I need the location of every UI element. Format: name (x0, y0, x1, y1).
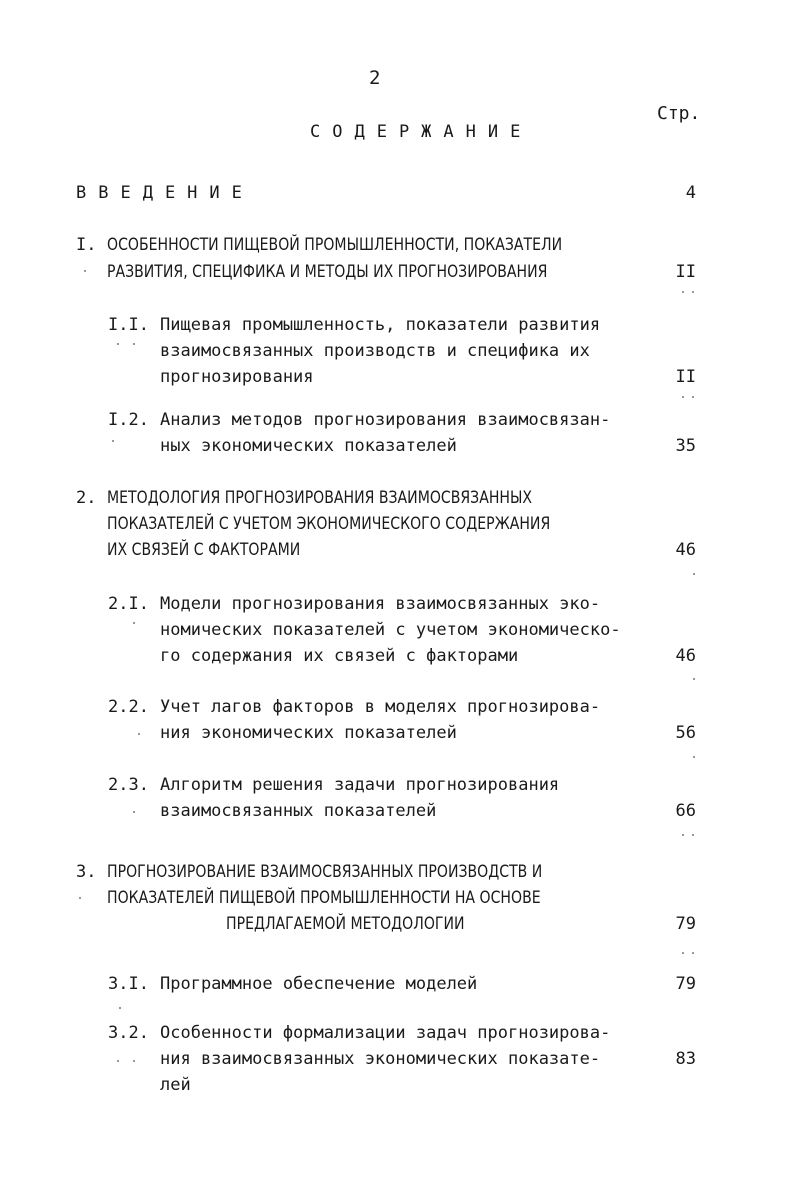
toc-entry-line: ния взаимосвязанных экономических показате- (160, 1049, 601, 1069)
toc-entry-line: Анализ методов прогнозирования взаимосвязан- (160, 410, 611, 430)
toc-entry-line: номических показателей с учетом экономическо- (160, 620, 621, 640)
toc-entry-page: 46 (675, 646, 696, 666)
toc-entry-line: Программное обеспечение моделей (160, 974, 478, 994)
toc-entry-line: ПОКАЗАТЕЛЕЙ С УЧЕТОМ ЭКОНОМИЧЕСКОГО СОДЕРЖАНИЯ (107, 514, 551, 534)
toc-entry-line: МЕТОДОЛОГИЯ ПРОГНОЗИРОВАНИЯ ВЗАИМОСВЯЗАННЫХ (107, 488, 533, 508)
toc-entry-line: взаимосвязанных показателей (160, 801, 437, 821)
toc-entry-line: Учет лагов факторов в моделях прогнозирова- (160, 697, 601, 717)
toc-entry-page: 79 (675, 974, 696, 994)
toc-entry-line: лей (160, 1075, 191, 1095)
toc-entry-line: Модели прогнозирования взаимосвязанных эко- (160, 594, 601, 614)
toc-entry-line: ных экономических показателей (160, 436, 457, 456)
toc-entry-line: ПОКАЗАТЕЛЕЙ ПИЩЕВОЙ ПРОМЫШЛЕННОСТИ НА ОСНОВЕ (107, 888, 541, 908)
toc-entry-page: II (675, 262, 696, 282)
toc-entry-page: 79 (675, 914, 696, 934)
toc-entry-page: 56 (675, 723, 696, 743)
toc-entry-page: II (675, 367, 696, 387)
toc-entry-number: 3. (76, 862, 97, 882)
toc-entry-page: 35 (675, 436, 696, 456)
page-number: 2 (369, 67, 381, 89)
toc-entry-number: 2.2. (108, 697, 149, 717)
toc-entry-line: Особенности формализации задач прогнозирова- (160, 1023, 611, 1043)
toc-entry-title: ВВЕДЕНИЕ (76, 183, 254, 203)
toc-entry-line: Пищевая промышленность, показатели развития (160, 315, 601, 335)
toc-entry-page: 4 (685, 183, 696, 203)
page-title: СОДЕРЖАНИЕ (310, 122, 533, 142)
toc-entry-page: 66 (675, 801, 696, 821)
toc-entry-number: 3.I. (108, 974, 149, 994)
toc-entry-page: 46 (675, 540, 696, 560)
toc-entry-number: I. (76, 235, 97, 255)
toc-entry-line: РАЗВИТИЯ, СПЕЦИФИКА И МЕТОДЫ ИХ ПРОГНОЗИРОВАНИЯ (107, 262, 548, 282)
toc-entry-page: 83 (675, 1049, 696, 1069)
toc-entry-line: ОСОБЕННОСТИ ПИЩЕВОЙ ПРОМЫШЛЕННОСТИ, ПОКАЗАТЕЛИ (107, 235, 563, 255)
toc-entry-number: 2.I. (108, 594, 149, 614)
toc-entry-line: ния экономических показателей (160, 723, 457, 743)
toc-entry-line: взаимосвязанных производств и специфика их (160, 341, 590, 361)
toc-entry-line: Алгоритм решения задачи прогнозирования (160, 775, 560, 795)
toc-entry-line: ИХ СВЯЗЕЙ С ФАКТОРАМИ (107, 540, 301, 560)
toc-entry-number: 2. (76, 488, 97, 508)
toc-entry-line: го содержания их связей с факторами (160, 646, 519, 666)
toc-entry-number: I.I. (108, 315, 149, 335)
toc-entry-line: прогнозирования (160, 367, 314, 387)
toc-entry-number: I.2. (108, 410, 149, 430)
toc-entry-line: ПРЕДЛАГАЕМОЙ МЕТОДОЛОГИИ (226, 914, 465, 934)
page-column-label: Стр. (657, 103, 701, 124)
toc-entry-number: 3.2. (108, 1023, 149, 1043)
toc-entry-number: 2.3. (108, 775, 149, 795)
toc-entry-line: ПРОГНОЗИРОВАНИЕ ВЗАИМОСВЯЗАННЫХ ПРОИЗВОДСТВ И (107, 862, 543, 882)
